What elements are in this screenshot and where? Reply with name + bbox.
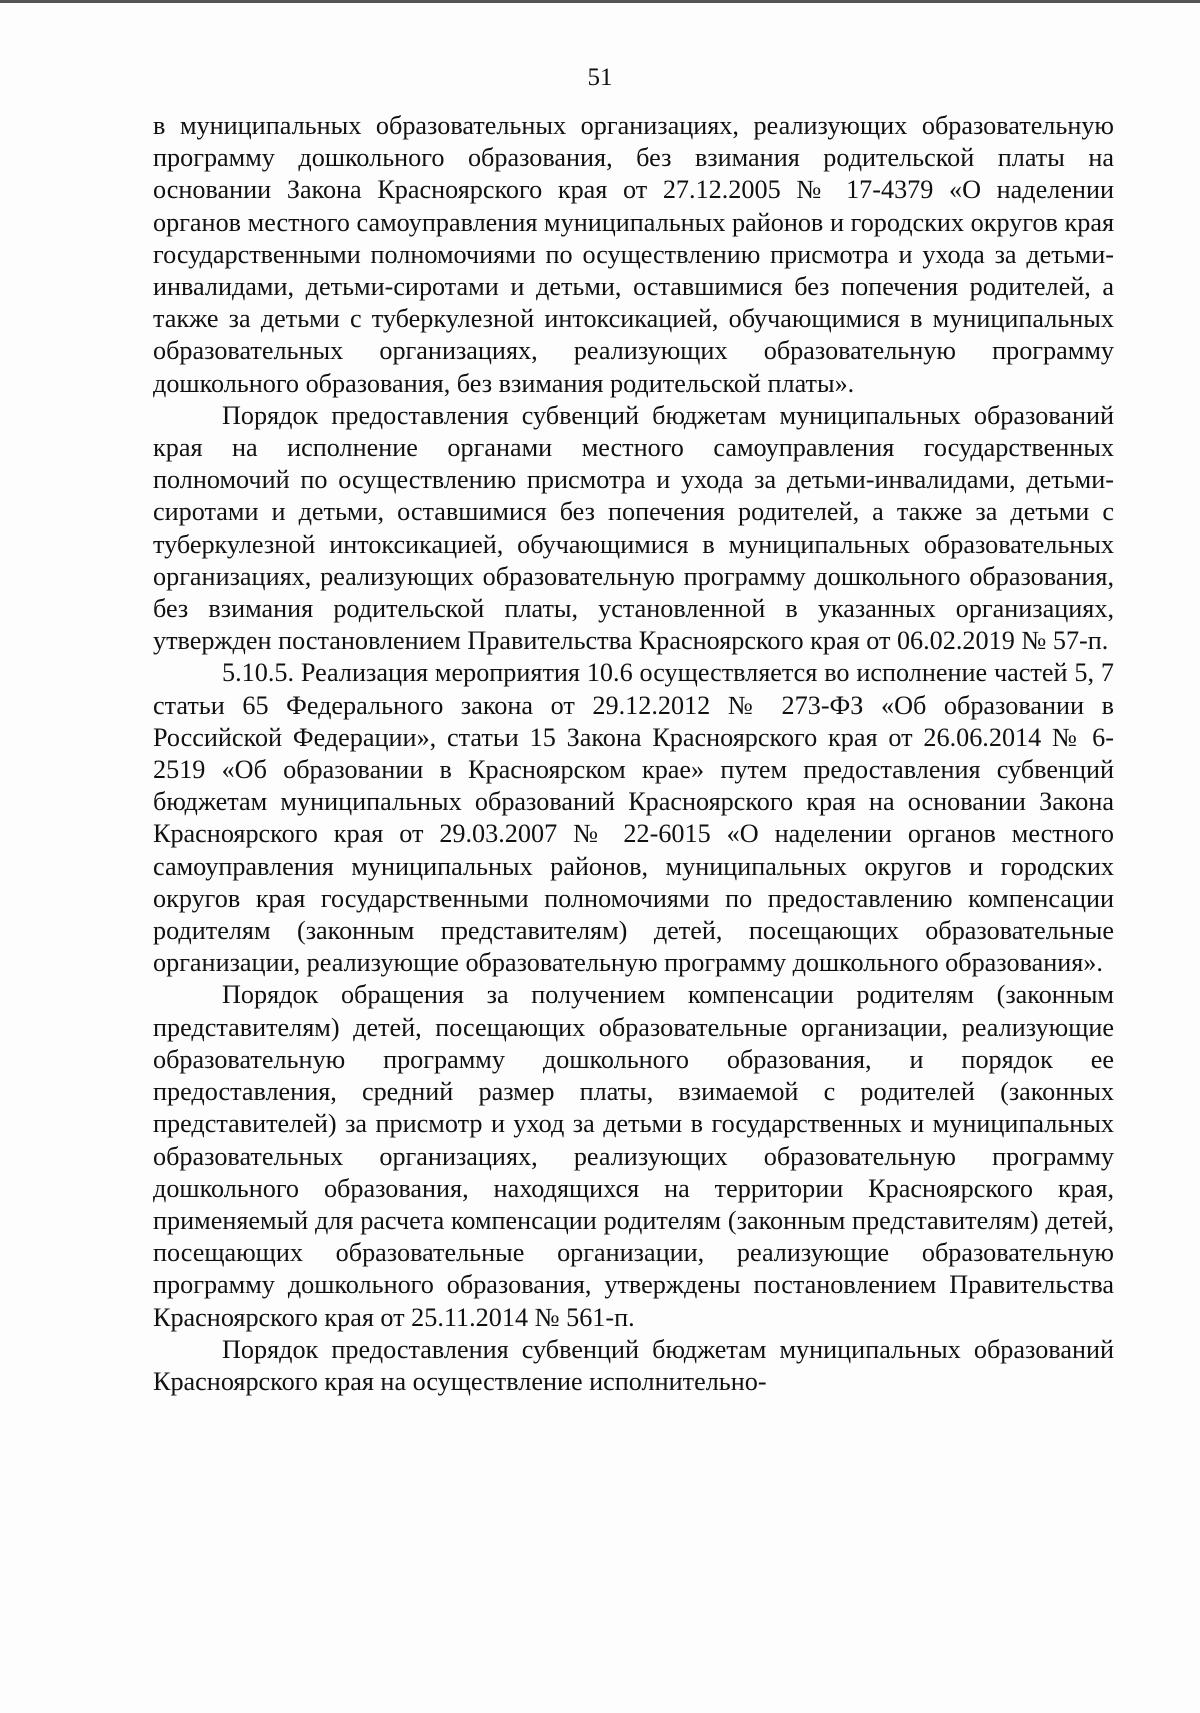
body-text: [153, 110, 1114, 1398]
paragraph-3: 5.10.5. Реализация мероприятия 10.6 осуществляется во исполнение частей 5, 7 статьи 65 Федерального закона от 29.12.2012 № 273-ФЗ «Об образовании в Российской Федерации», статьи 15 Закона Красноярского края от 26.06.2014 № 6-2519 «Об образовании в Красноярском крае» путем предоставления субвенций бюджетам муниципальных образований Красноярского края на основании Закона Красноярского края от 29.03.2007 № 22-6015 «О наделении органов местного самоуправления муниципальных районов, муниципальных округов и городских округов края государственными полномочиями по предоставлению компенсации родителям (законным представителям) детей, посещающих образовательные организации, реализующие образовательную программу дошкольного образования».: [153, 658, 1114, 978]
scan-top-edge: [0, 0, 1200, 3]
paragraph-1: в муниципальных образовательных организациях, реализующих образовательную программу дошкольного образования, без взимания родительской платы на основании Закона Красноярского края от 27.12.2005 № 17-4379 «О наделении органов местного самоуправления муниципальных районов и городских округов края государственными полномочиями по осуществлению присмотра и ухода за детьми-инвалидами, детьми-сиротами и детьми, оставшимися без попечения родителей, а также за детьми с туберкулезной интоксикацией, обучающимися в муниципальных образовательных организациях, реализующих образовательную программу дошкольного образования, без взимания родительской платы».: [153, 111, 1114, 398]
paragraph-2: Порядок предоставления субвенций бюджетам муниципальных образований края на исполнение органами местного самоуправления государственных полномочий по осуществлению присмотра и ухода за детьми-инвалидами, детьми-сиротами и детьми, оставшимися без попечения родителей, а также за детьми с туберкулезной интоксикацией, обучающимися в муниципальных образовательных организациях, реализующих образовательную программу дошкольного образования, без взимания родительской платы, установленной в указанных организациях, утвержден постановлением Правительства Красноярского края от 06.02.2019 № 57-п.: [153, 400, 1114, 656]
paragraph-5: Порядок предоставления субвенций бюджетам муниципальных образований Красноярского края на осуществление исполнительно-: [153, 1334, 1114, 1396]
page-number: 51: [587, 64, 613, 91]
paragraph-4: Порядок обращения за получением компенсации родителям (законным представителям) детей, посещающих образовательные организации, реализующие образовательную программу дошкольного образования, и порядок ее предоставления, средний размер платы, взимаемой с родителей (законных представителей) за присмотр и уход за детьми в государственных и муниципальных образовательных организациях, реализующих образовательную программу дошкольного образования, находящихся на территории Красноярского края, применяемый для расчета компенсации родителям (законным представителям) детей, посещающих образовательные организации, реализующие образовательную программу дошкольного образования, утверждены постановлением Правительства Красноярского края от 25.11.2014 № 561-п.: [153, 980, 1114, 1332]
